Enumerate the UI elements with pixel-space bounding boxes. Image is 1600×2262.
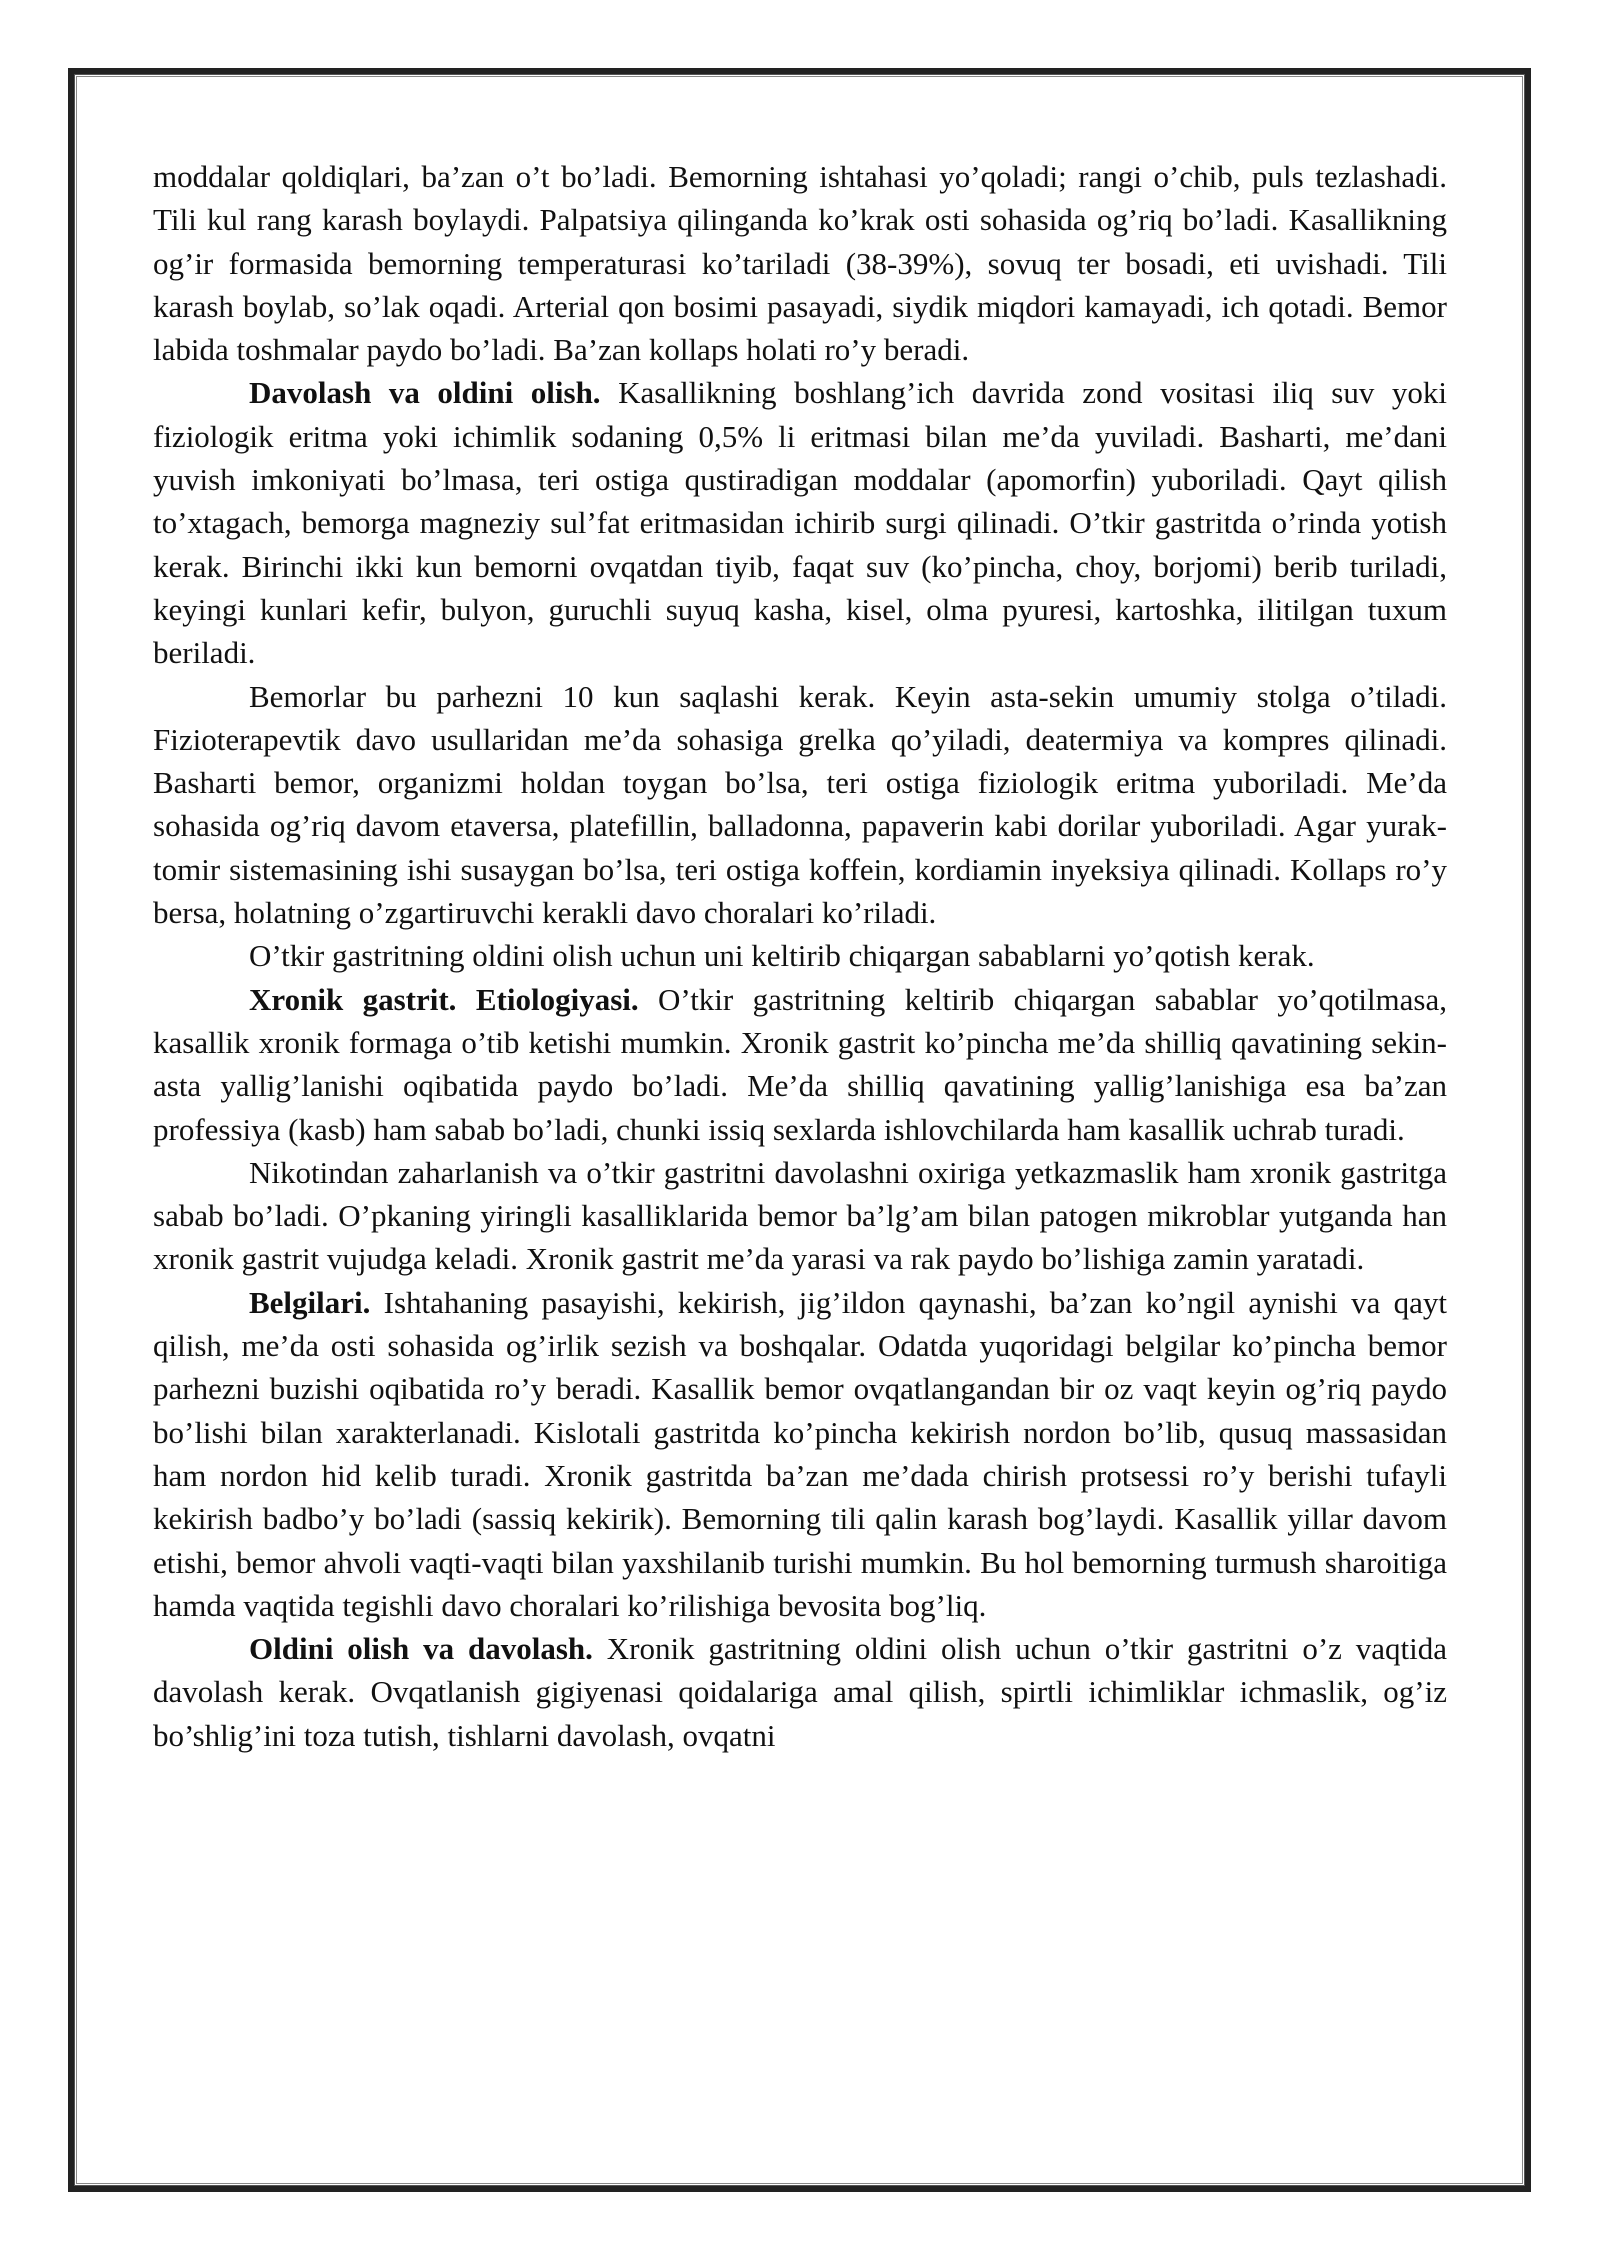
paragraph: Nikotindan zaharlanish va o’tkir gastritni davolashni oxiriga yetkazmaslik ham xronik gastritga sabab bo’ladi. O’pkaning yiringli kasalliklarida bemor ba’lg’am bilan patogen mikroblar yutganda han xronik gastrit vujudga keladi. Xronik gastrit me’da yarasi va rak paydo bo’lishiga zamin yaratadi.	[153, 1154, 1447, 1277]
paragraph: Davolash va oldini olish. Kasallikning boshlang’ich davrida zond vositasi iliq suv yoki fiziologik eritma yoki ichimlik sodaning 0,5% li eritmasi bilan me’da yuviladi. Basharti, me’dani yuvish imkoniyati bo’lmasa, teri ostiga qustiradigan moddalar (apomorfin) yuboriladi. Qayt qilish to’xtagach, bemorga magneziy sul’fat eritmasidan ichirib surgi qilinadi. O’tkir gastritda o’rinda yotish kerak. Birinchi ikki kun bemorni ovqatdan tiyib, faqat suv (ko’pincha, choy, borjomi) berib turiladi, keyingi kunlari kefir, bulyon, guruchli suyuq kasha, kisel, olma pyuresi, kartoshka, ilitilgan tuxum beriladi.	[153, 375, 1447, 671]
section-heading: Xronik gastrit. Etiologiyasi.	[249, 981, 639, 1017]
section-heading: Belgilari.	[249, 1284, 371, 1320]
paragraph: Bemorlar bu parhezni 10 kun saqlashi kerak. Keyin asta-sekin umumiy stolga o’tiladi. Fizioterapevtik davo usullaridan me’da sohasiga grelka qo’yiladi, deatermiya va kompres qilinadi. Basharti bemor, organizmi holdan toygan bo’lsa, teri ostiga fiziologik eritma yuboriladi. Me’da sohasida og’riq davom etaversa, platefillin, balladonna, papaverin kabi dorilar yuboriladi. Agar yurak-tomir sistemasining ishi susaygan bo’lsa, teri ostiga koffein, kordiamin inyeksiya qilinadi. Kollaps ro’y bersa, holatning o’zgartiruvchi kerakli davo choralari ko’riladi.	[153, 678, 1447, 931]
paragraph: Xronik gastrit. Etiologiyasi. O’tkir gastritning keltirib chiqargan sabablar yo’qotilmasa, kasallik xronik formaga o’tib ketishi mumkin. Xronik gastrit ko’pincha me’da shilliq qavatining sekin-asta yallig’lanishi oqibatida paydo bo’ladi. Me’da shilliq qavatining yallig’lanishiga esa ba’zan professiya (kasb) ham sabab bo’ladi, chunki issiq sexlarda ishlovchilarda ham kasallik uchrab turadi.	[153, 981, 1448, 1147]
paragraph: moddalar qoldiqlari, ba’zan o’t bo’ladi. Bemorning ishtahasi yo’qoladi; rangi o’chib, puls tezlashadi. Tili kul rang karash boylaydi. Palpatsiya qilinganda ko’krak osti sohasida og’riq bo’ladi. Kasallikning og’ir formasida bemorning temperaturasi ko’tariladi (38-39%), sovuq ter bosadi, eti uvishadi. Tili karash boylab, so’lak oqadi. Arterial qon bosimi pasayadi, siydik miqdori kamayadi, ich qotadi. Bemor labida toshmalar paydo bo’ladi. Ba’zan kollaps holati ro’y beradi.	[153, 159, 1447, 368]
section-heading: Oldini olish va davolash.	[249, 1631, 593, 1667]
section-heading: Davolash va oldini olish.	[249, 375, 601, 411]
document-body	[153, 155, 1447, 1757]
paragraph: O’tkir gastritning oldini olish uchun uni keltirib chiqargan sabablarni yo’qotish kerak.	[249, 938, 1315, 974]
paragraph: Belgilari. Ishtahaning pasayishi, kekirish, jig’ildon qaynashi, ba’zan ko’ngil aynishi va qayt qilish, me’da osti sohasida og’irlik sezish va boshqalar. Odatda yuqoridagi belgilar ko’pincha bemor parhezni buzishi oqibatida ro’y beradi. Kasallik bemor ovqatlangandan bir oz vaqt keyin og’riq paydo bo’lishi bilan xarakterlanadi. Kislotali gastritda ko’pincha kekirish nordon bo’lib, qusuq massasidan ham nordon hid kelib turadi. Xronik gastritda ba’zan me’dada chirish protsessi ro’y berishi tufayli kekirish badbo’y bo’ladi (sassiq kekirik). Bemorning tili qalin karash bog’laydi. Kasallik yillar davom etishi, bemor ahvoli vaqti-vaqti bilan yaxshilanib turishi mumkin. Bu hol bemorning turmush sharoitiga hamda vaqtida tegishli davo choralari ko’rilishiga bevosita bog’liq.	[153, 1284, 1447, 1623]
paragraph: Oldini olish va davolash. Xronik gastritning oldini olish uchun o’tkir gastritni o’z vaqtida davolash kerak. Ovqatlanish gigiyenasi qoidalariga amal qilish, spirtli ichimliklar ichmaslik, og’iz bo’shlig’ini toza tutish, tishlarni davolash, ovqatni	[153, 1631, 1447, 1753]
